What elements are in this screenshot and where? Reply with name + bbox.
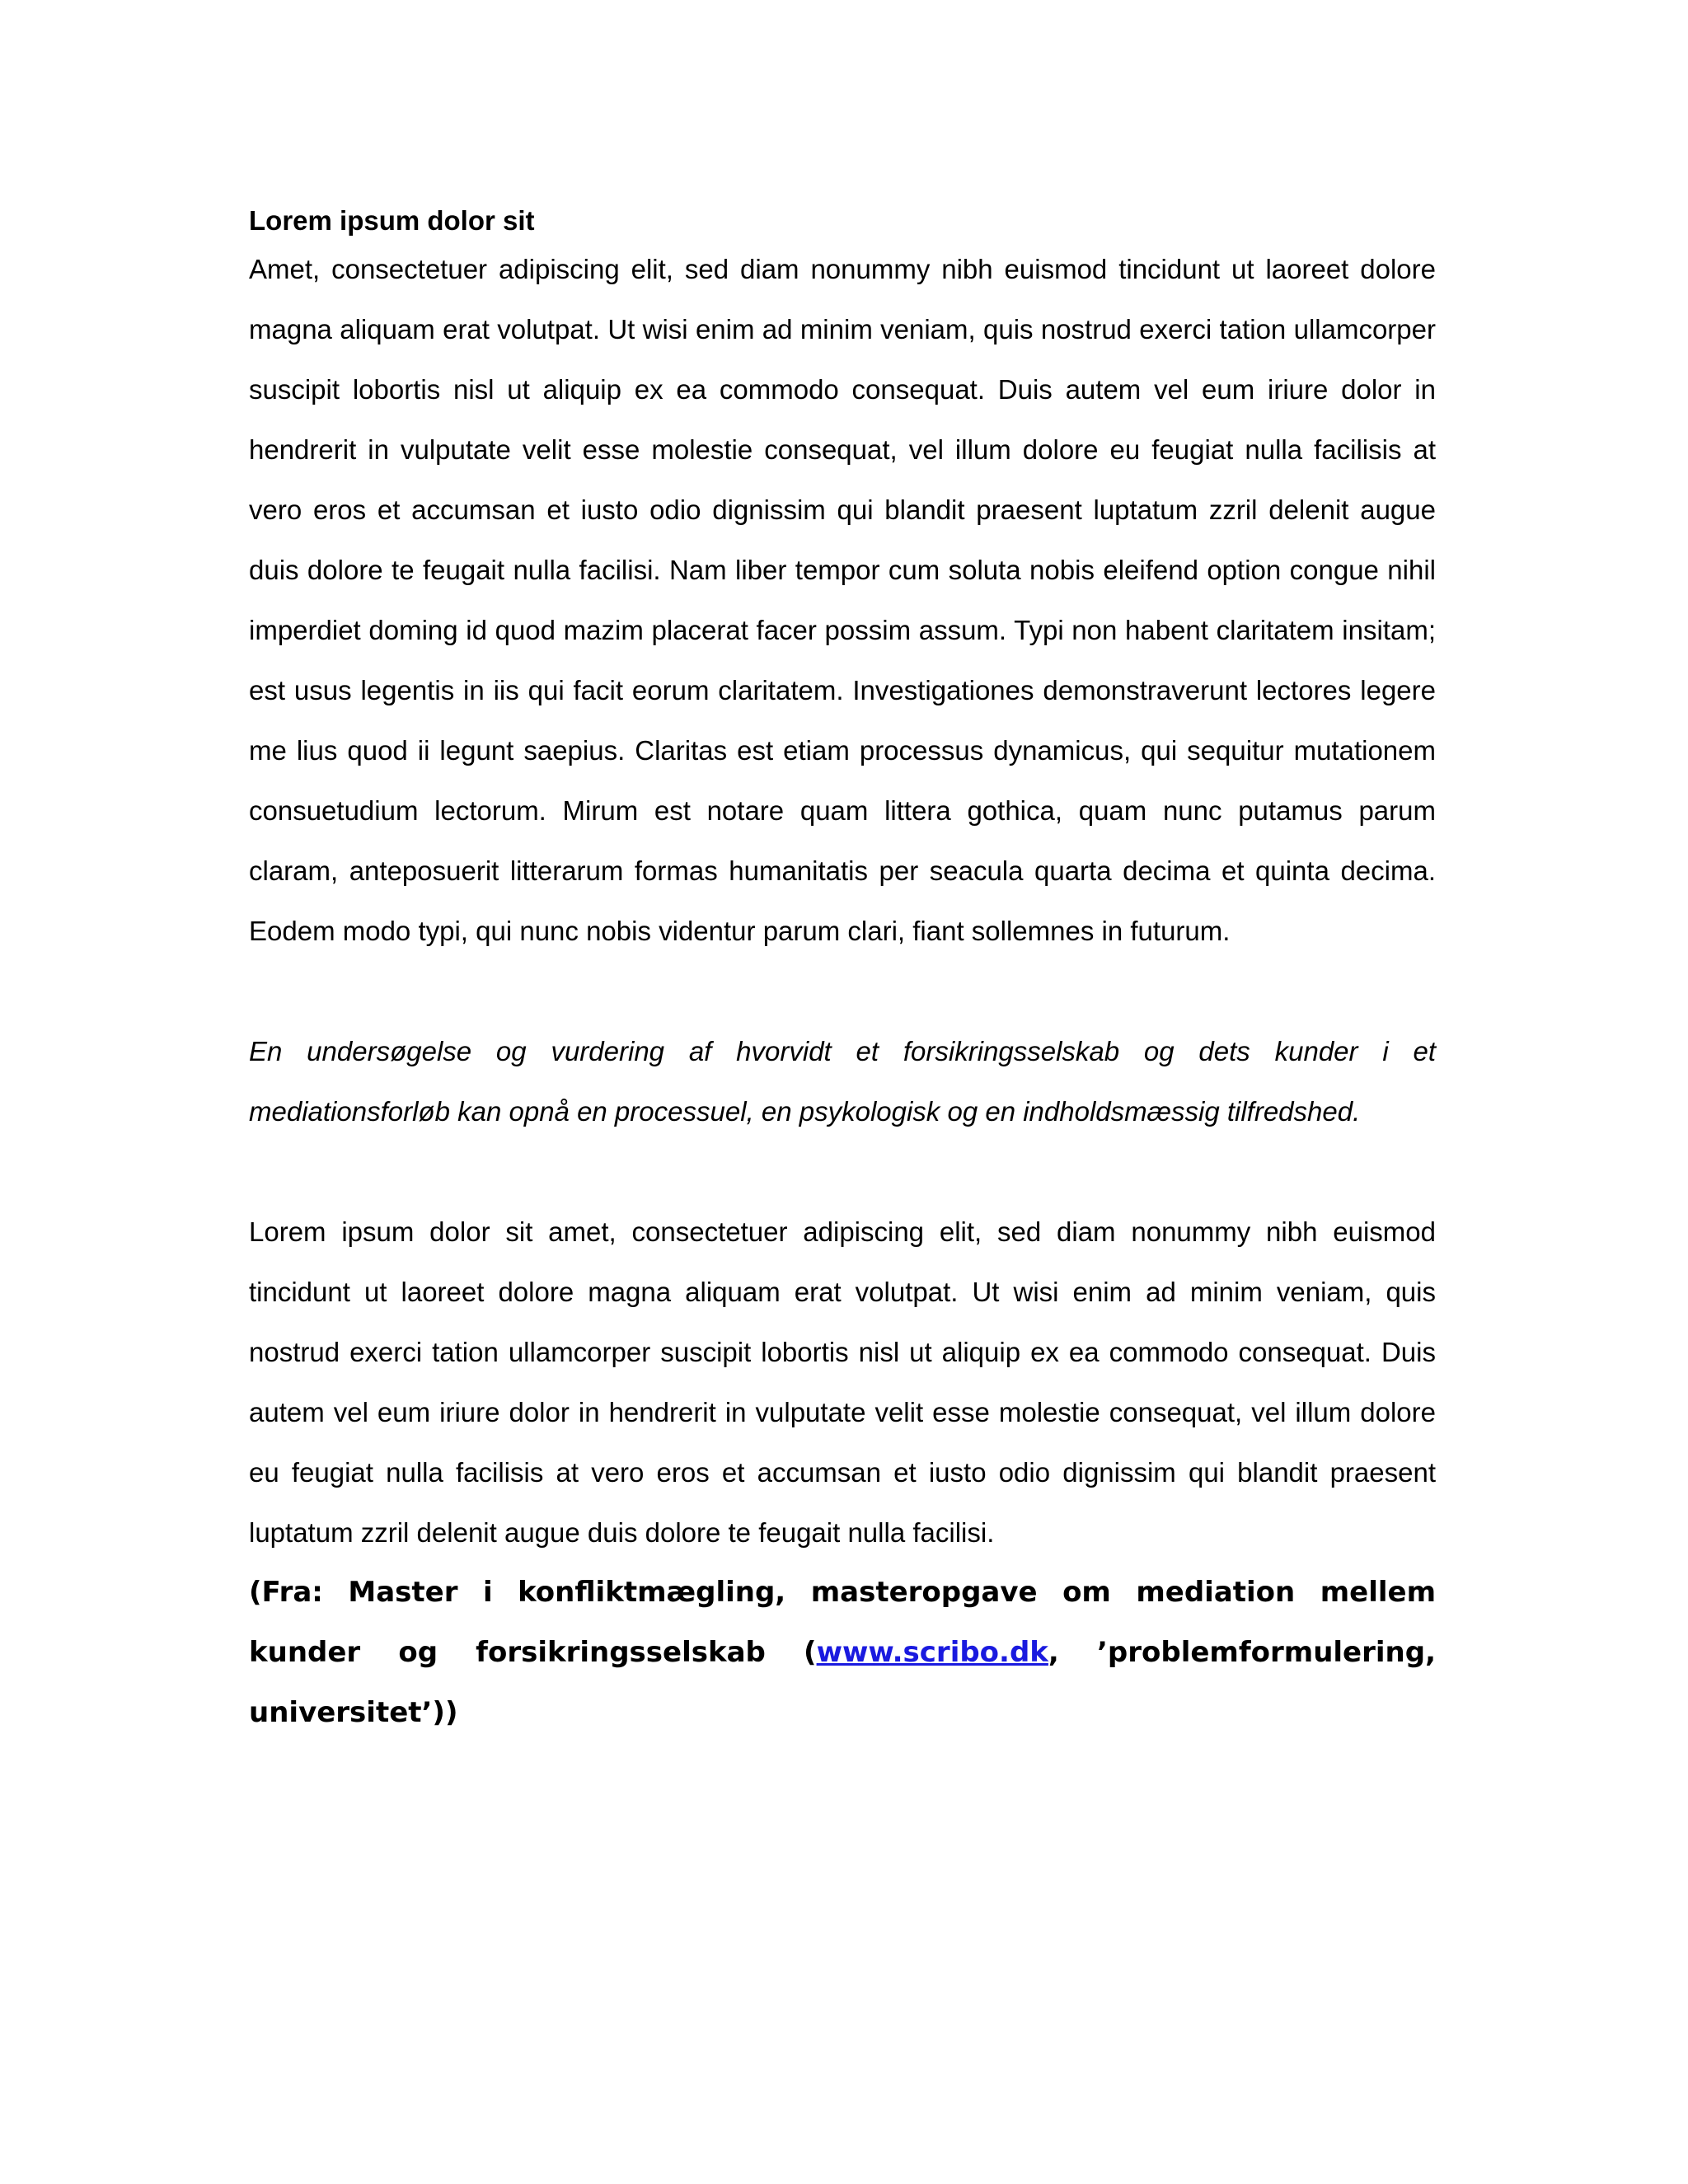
- source-suffix: , ’problemformulering, universitet’)): [249, 1636, 1436, 1729]
- source-prefix: (Fra: Master i konfliktmægling, masteropgave om mediation mellem kunder og forsikringsselskab (: [249, 1576, 1436, 1669]
- section-heading: Lorem ipsum dolor sit: [249, 205, 535, 236]
- italic-problem-statement: En undersøgelse og vurdering af hvorvidt et forsikringsselskab og dets kunder i et mediationsforløb kan opnå en processuel, en psykologisk og en indholdsmæssig tilfredshed.: [249, 1036, 1436, 1127]
- source-citation: [249, 1563, 1436, 1743]
- body-paragraph-2: Lorem ipsum dolor sit amet, consectetuer adipiscing elit, sed diam nonummy nibh euismod tincidunt ut laoreet dolore magna aliquam erat volutpat. Ut wisi enim ad minim veniam, quis nostrud exerci tation ullamcorper suscipit lobortis nisl ut aliquip ex ea commodo consequat. Duis autem vel eum iriure dolor in hendrerit in vulputate velit esse molestie consequat, vel illum dolore eu feugiat nulla facilisis at vero eros et accumsan et iusto odio dignissim qui blandit praesent luptatum zzril delenit augue duis dolore te feugait nulla facilisi.: [249, 1216, 1436, 1548]
- source-link[interactable]: www.scribo.dk: [816, 1636, 1048, 1669]
- document-body: [249, 203, 1436, 1743]
- body-paragraph-1: Amet, consectetuer adipiscing elit, sed diam nonummy nibh euismod tincidunt ut laoreet dolore magna aliquam erat volutpat. Ut wisi enim ad minim veniam, quis nostrud exerci tation ullamcorper suscipit lobortis nisl ut aliquip ex ea commodo consequat. Duis autem vel eum iriure dolor in hendrerit in vulputate velit esse molestie consequat, vel illum dolore eu feugiat nulla facilisis at vero eros et accumsan et iusto odio dignissim qui blandit praesent luptatum zzril delenit augue duis dolore te feugait nulla facilisi. Nam liber tempor cum soluta nobis eleifend option congue nihil imperdiet doming id quod mazim placerat facer possim assum. Typi non habent claritatem insitam; est usus legentis in iis qui facit eorum claritatem. Investigationes demonstraverunt lectores legere me lius quod ii legunt saepius. Claritas est etiam processus dynamicus, qui sequitur mutationem consuetudium lectorum. Mirum est notare quam littera gothica, quam nunc putamus parum claram, anteposuerit litterarum formas humanitatis per seacula quarta decima et quinta decima. Eodem modo typi, qui nunc nobis videntur parum clari, fiant sollemnes in futurum.: [249, 254, 1436, 946]
